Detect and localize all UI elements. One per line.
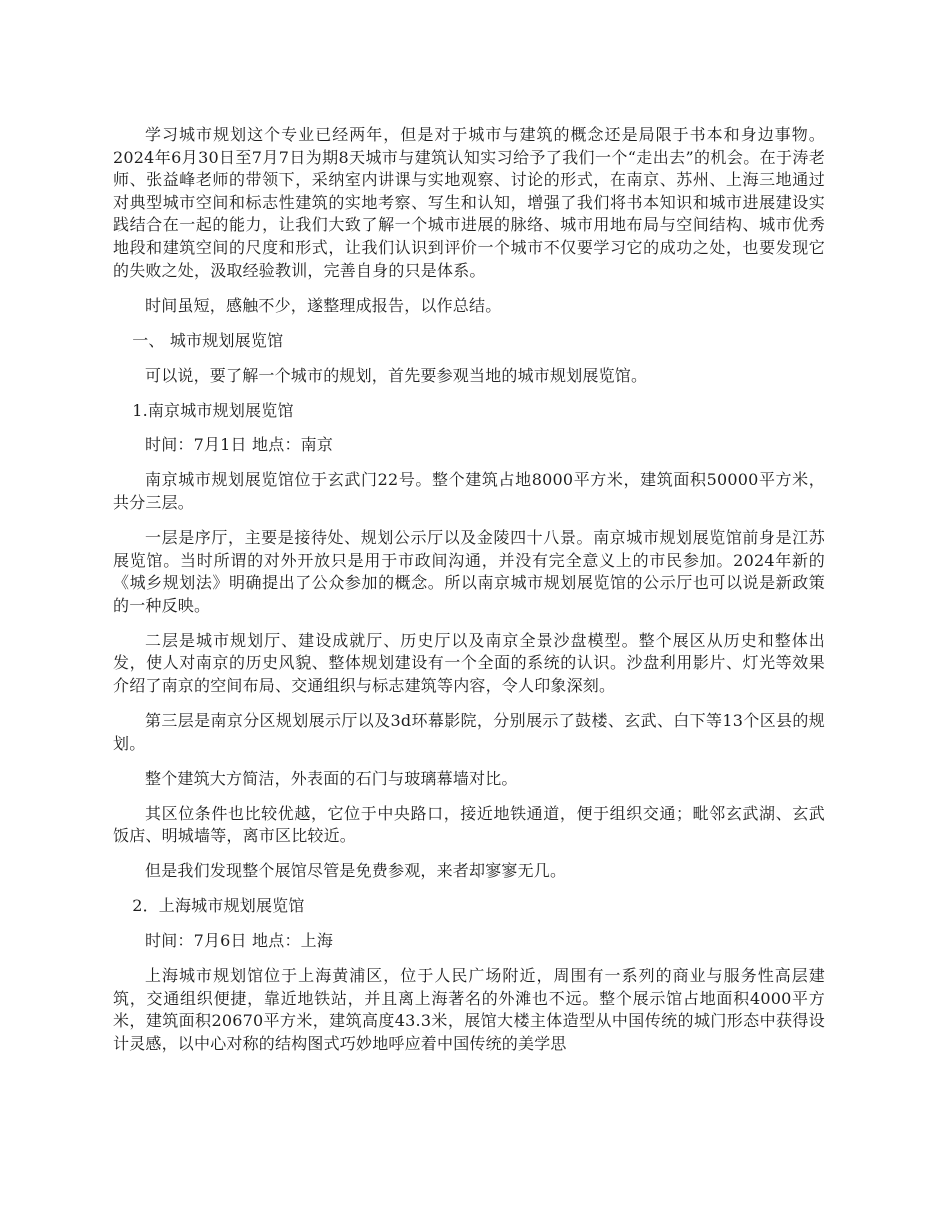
- section-heading-planning-halls: 一、 城市规划展览馆: [132, 330, 284, 350]
- paragraph-nanjing-floor-3: 第三层是南京分区规划展示厅以及3d环幕影院，分别展示了鼓楼、玄武、白下等13个区县的规划。: [113, 710, 825, 753]
- paragraph-nanjing-architecture: 整个建筑大方简洁，外表面的石门与玻璃幕墙对比。: [145, 768, 518, 788]
- paragraph-nanjing-visitors: 但是我们发现整个展馆尽管是免费参观，来者却寥寥无几。: [145, 861, 567, 881]
- paragraph-intro: 学习城市规划这个专业已经两年，但是对于城市与建筑的概念还是局限于书本和身边事物。2024年6月30日至7月7日为期8天城市与建筑认知实习给予了我们一个“走出去”的机会。在于涛老师、张益峰老师的带领下，采纳室内讲课与实地观察、讨论的形式，在南京、苏州、上海三地通过对典型城市空间和标志性建筑的实地考察、写生和认知，增强了我们将书本知识和城市进展建设实践结合在一起的能力，让我们大致了解一个城市进展的脉络、城市用地布局与空间结构、城市优秀地段和建筑空间的尺度和形式，让我们认识到评价一个城市不仅要学习它的成功之处，也要发现它的失败之处，汲取经验教训，完善自身的只是体系。: [113, 125, 825, 280]
- paragraph-summary-note: 时间虽短，感触不少，遂整理成报告，以作总结。: [145, 295, 502, 315]
- paragraph-nanjing-site: 其区位条件也比较优越，它位于中央路口，接近地铁通道，便于组织交通；毗邻玄武湖、玄武饭店、明城墙等，离市区比较近。: [113, 803, 825, 846]
- paragraph-shanghai-time-place: 时间：7月6日 地点：上海: [145, 931, 334, 951]
- paragraph-section-intro: 可以说，要了解一个城市的规划，首先要参观当地的城市规划展览馆。: [145, 365, 648, 385]
- paragraph-shanghai-description: 上海城市规划馆位于上海黄浦区，位于人民广场附近，周围有一系列的商业与服务性高层建筑，交通组织便捷，靠近地铁站，并且离上海著名的外滩也不远。整个展示馆占地面积4000平方米，建筑面积20670平方米，建筑高度43.3米，展馆大楼主体造型从中国传统的城门形态中获得设计灵感，以中心对称的结构图式巧妙地呼应着中国传统的美学思: [113, 966, 825, 1053]
- paragraph-nanjing-floor-1: 一层是序厅，主要是接待处、规划公示厅以及金陵四十八景。南京城市规划展览馆前身是江苏展览馆。当时所谓的对外开放只是用于市政间沟通，并没有完全意义上的市民参加。2024年新的《城乡规划法》明确提出了公众参加的概念。所以南京城市规划展览馆的公示厅也可以说是新政策的一种反映。: [113, 528, 825, 615]
- paragraph-nanjing-location: 南京城市规划展览馆位于玄武门22号。整个建筑占地8000平方米，建筑面积50000平方米，共分三层。: [113, 470, 825, 513]
- paragraph-nanjing-floor-2: 二层是城市规划厅、建设成就厅、历史厅以及南京全景沙盘模型。整个展区从历史和整体出发，使人对南京的历史风貌、整体规划建设有一个全面的系统的认识。沙盘利用影片、灯光等效果介绍了南京的空间布局、交通组织与标志建筑等内容，令人印象深刻。: [113, 630, 825, 695]
- document-page: [113, 124, 825, 1068]
- paragraph-nanjing-time-place: 时间：7月1日 地点：南京: [145, 435, 334, 455]
- subsection-heading-shanghai: 2．上海城市规划展览馆: [132, 896, 305, 916]
- subsection-heading-nanjing: 1.南京城市规划展览馆: [132, 400, 294, 420]
